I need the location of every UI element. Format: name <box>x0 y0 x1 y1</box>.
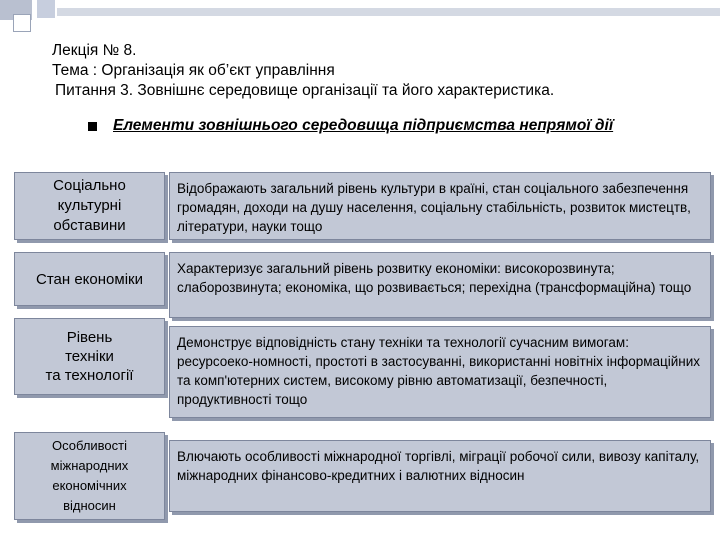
factor-label: Стан економіки <box>36 270 143 288</box>
lecture-question: Питання 3. Зовнішнє середовище організації та його характеристика. <box>55 82 555 99</box>
factor-label: Особливості міжнародних економічних відносин <box>50 438 129 513</box>
factor-label-box <box>14 172 165 240</box>
factor-label-box <box>14 318 165 395</box>
factor-description-box <box>169 440 711 512</box>
decor-square <box>13 14 31 32</box>
factor-description: Демонструє відповідність стану техніки та технології сучасним вимогам: ресурсоеко-номності, простоті в застосуванні, використанні новітніх інформаційних та комп'ютерних систем, високому рівню автоматизації, безпечності, продуктивності тощо <box>177 335 701 407</box>
factor-description-box <box>169 172 711 240</box>
lecture-topic: Тема : Організація як об’єкт управління <box>52 62 335 79</box>
decor-square <box>37 0 55 18</box>
factor-label-box <box>14 252 165 306</box>
factor-label: Соціально культурні обставини <box>53 177 126 234</box>
lecture-header <box>52 41 554 101</box>
factor-label: Рівень техніки та технології <box>45 329 134 384</box>
factor-description: Відображають загальний рівень культури в країні, стан соціального забезпечення громадян, доходи на душу населення, соціальну стабільність, розвиток мистецтв, літератури, науки тощо <box>177 181 691 234</box>
factor-label-box <box>14 432 165 520</box>
lecture-number: Лекція № 8. <box>52 42 137 59</box>
section-heading-text: Елементи зовнішнього середовища підприємства непрямої дії <box>113 117 614 134</box>
factor-description: Влючають особливості міжнародної торгівлі, міграції робочої сили, вивозу капіталу, міжнародних фінансово-кредитних і валютних відносин <box>177 449 700 483</box>
section-heading <box>88 117 613 135</box>
factor-description: Характеризує загальний рівень розвитку економіки: високорозвинута; слаборозвинута; економіка, що розвивається; перехідна (трансформаційна) тощо <box>177 261 692 295</box>
decor-stripe <box>57 8 720 16</box>
factor-description-box <box>169 326 711 418</box>
square-bullet-icon <box>88 122 97 131</box>
factor-description-box <box>169 252 711 318</box>
